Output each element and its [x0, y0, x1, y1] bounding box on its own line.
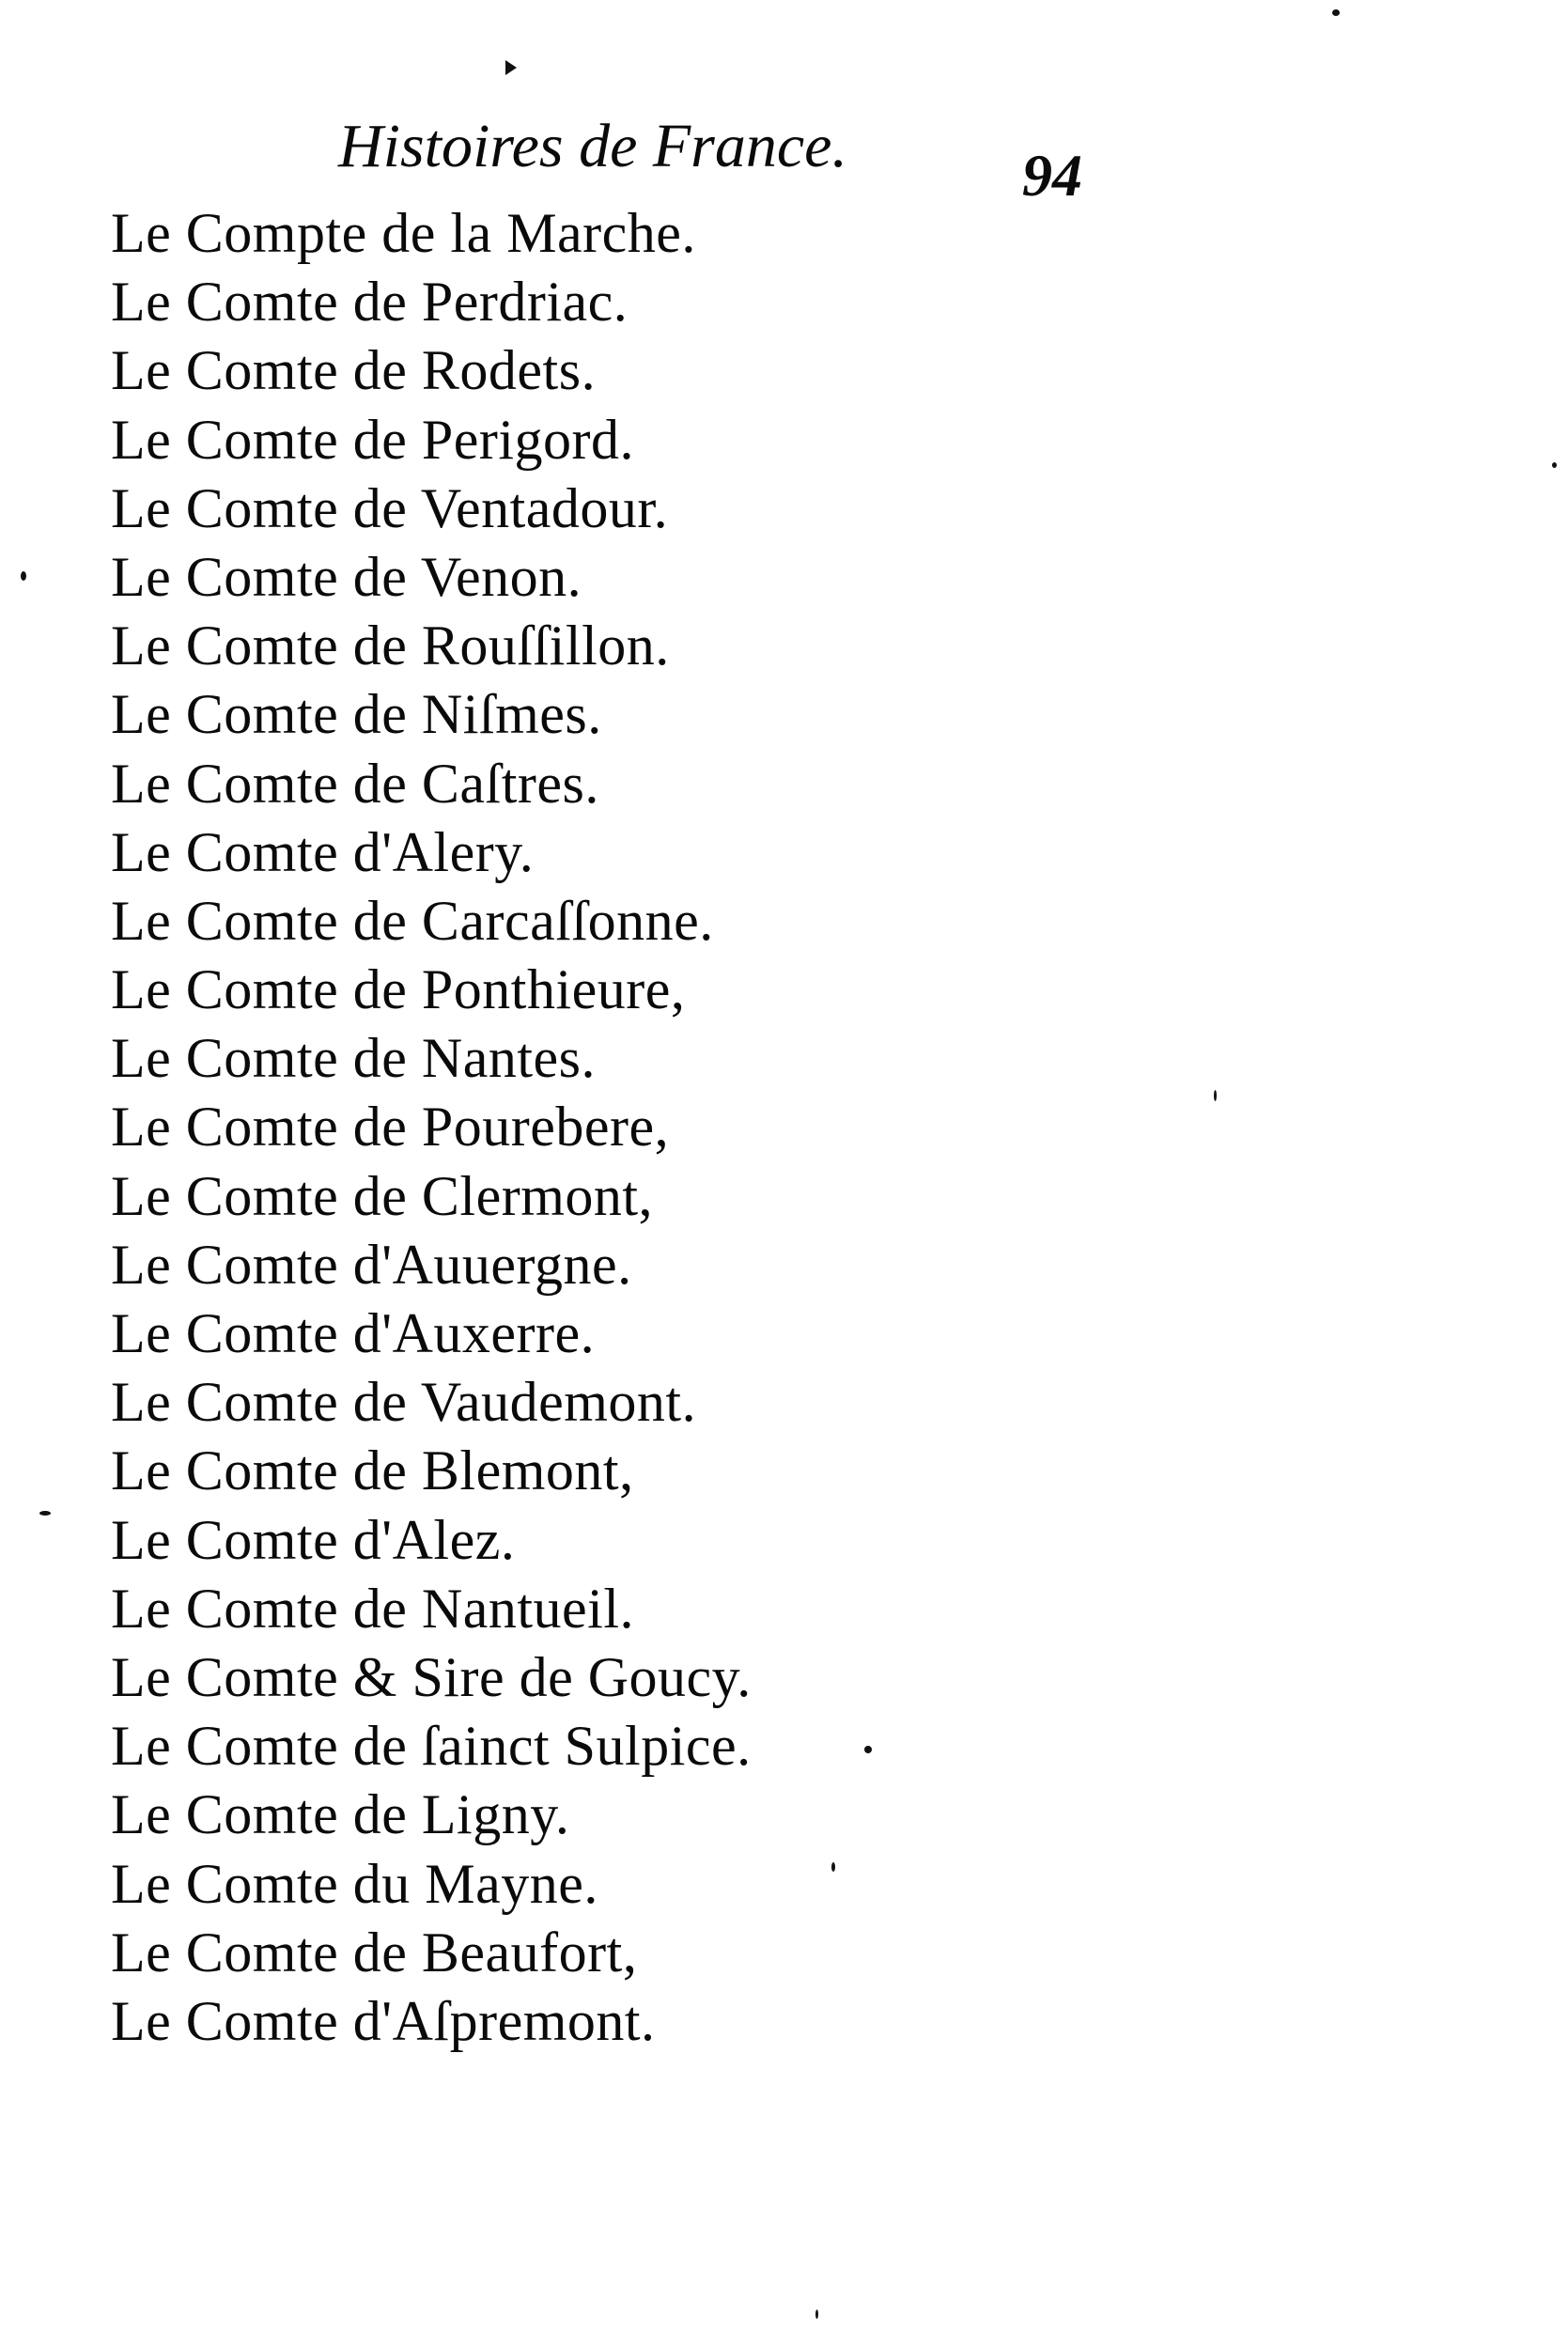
count-entry: Le Comte de Clermont, — [111, 1164, 654, 1227]
printer-ornament-mark — [505, 60, 517, 75]
count-entry: Le Comte de Caſtres. — [111, 752, 599, 815]
count-entry: Le Comte de Venon. — [111, 545, 582, 608]
count-entry: Le Comte de Beaufort, — [111, 1921, 638, 1983]
count-entry: Le Comte de Perigord. — [111, 408, 635, 471]
count-entry: Le Comte de Ligny. — [111, 1783, 570, 1846]
count-entry: Le Comte de Rodets. — [111, 339, 597, 402]
count-entry: Le Comte de Vaudemont. — [111, 1371, 697, 1434]
count-entry: Le Comte de Perdriac. — [111, 271, 629, 334]
count-entry: Le Comte de Blemont, — [111, 1439, 634, 1502]
scan-speck — [815, 2310, 818, 2319]
count-entry: Le Comte de Rouſſillon. — [111, 614, 670, 677]
count-entry: Le Comte d'Auuergne. — [111, 1233, 632, 1296]
count-entry: Le Comte & Sire de Goucy. — [111, 1645, 752, 1708]
count-entry: Le Compte de la Marche. — [111, 202, 696, 264]
count-list — [111, 199, 752, 2056]
count-entry: Le Comte d'Alery. — [111, 820, 535, 883]
count-entry: Le Comte de Ventadour. — [111, 476, 669, 539]
scan-speck — [39, 1511, 51, 1516]
count-entry: Le Comte de Niſmes. — [111, 683, 602, 746]
page-number: 94 — [1022, 142, 1082, 209]
scan-speck — [1214, 1090, 1217, 1101]
count-entry: Le Comte de Pourebere, — [111, 1096, 670, 1159]
count-entry: Le Comte de Ponthieure, — [111, 958, 686, 1021]
count-entry: Le Comte d'Auxerre. — [111, 1302, 596, 1364]
count-entry: Le Comte de Nantueil. — [111, 1577, 635, 1640]
count-entry: Le Comte de ſainct Sulpice. — [111, 1715, 752, 1778]
count-entry: Le Comte d'Aſpremont. — [111, 1989, 656, 2052]
scan-speck — [1332, 9, 1340, 16]
count-entry: Le Comte de Carcaſſonne. — [111, 889, 714, 952]
scan-speck — [1552, 462, 1557, 468]
scan-speck — [21, 571, 26, 581]
count-entry: Le Comte de Nantes. — [111, 1027, 597, 1090]
scan-speck — [864, 1746, 872, 1753]
count-entry: Le Comte d'Alez. — [111, 1508, 516, 1571]
count-entry: Le Comte du Mayne. — [111, 1852, 598, 1915]
running-title: Histoires de France. — [338, 112, 847, 180]
scan-speck — [831, 1862, 835, 1872]
